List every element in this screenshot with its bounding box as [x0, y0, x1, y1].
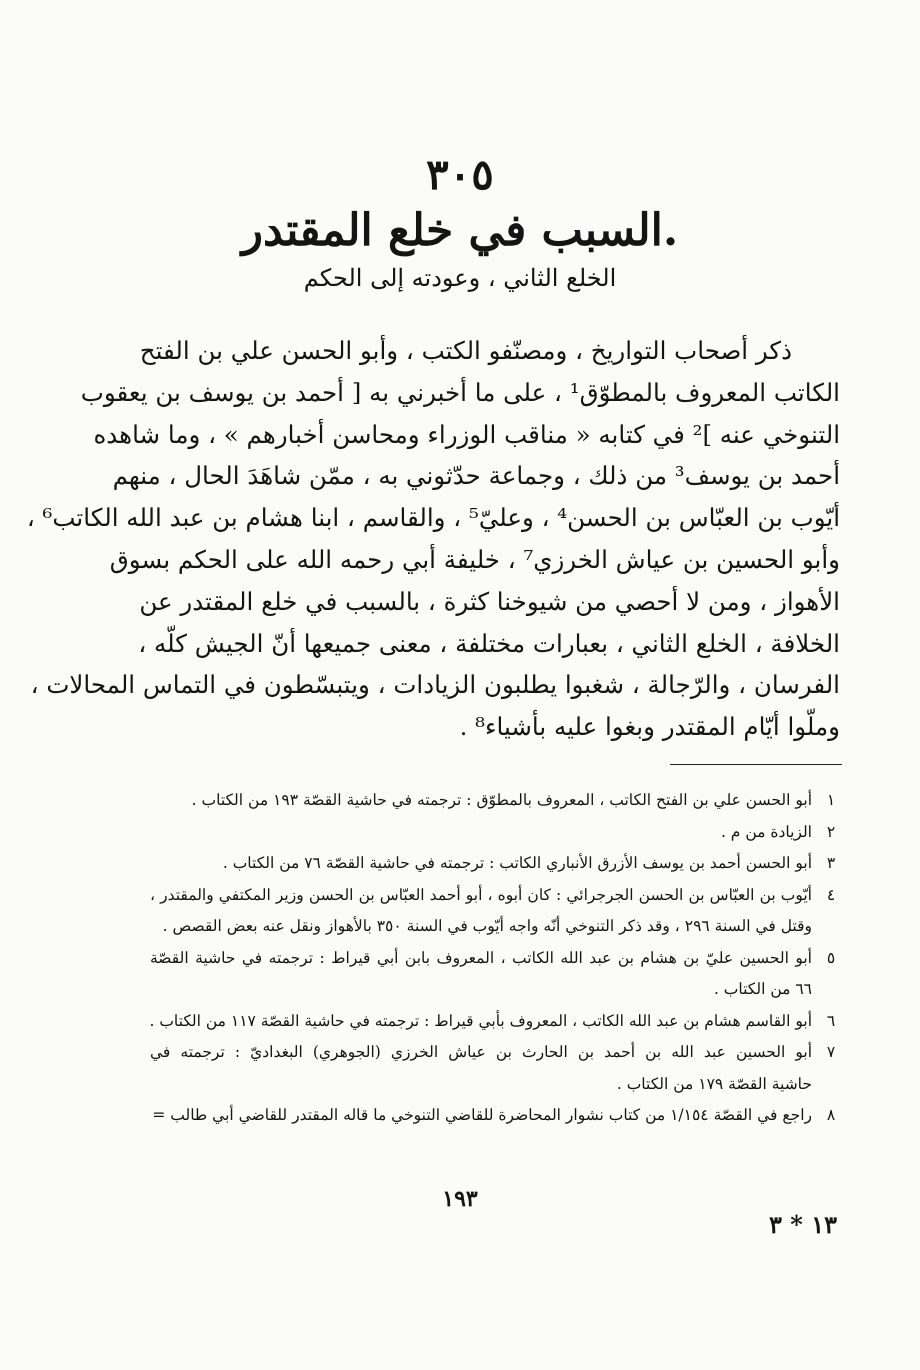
body-text	[26, 330, 840, 748]
body-line: التنوخي عنه ]² في كتابه « مناقب الوزراء ومحاسن أخبارهم » ، وما شاهده	[93, 419, 840, 449]
footnote	[150, 817, 850, 849]
footnote-separator	[670, 764, 842, 765]
footnote-text: ٦٦ من الكتاب .	[713, 980, 812, 998]
footnote-text: أبو الحسن علي بن الفتح الكاتب ، المعروف بالمطوّق : ترجمته في حاشية القصّة ١٩٣ من الكتاب .	[191, 791, 812, 809]
chapter-title: .السبب في خلع المقتدر	[241, 205, 679, 256]
body-line: الكاتب المعروف بالمطوّق¹ ، على ما أخبرني به [ أحمد بن يوسف بن يعقوب	[80, 377, 840, 407]
footnote-text: أبو الحسين عليّ بن هشام بن عبد الله الكاتب ، المعروف بابن أبي قيراط : ترجمته في حاشية القصّة	[150, 948, 812, 967]
footnote	[150, 848, 850, 880]
footnote	[150, 943, 850, 1006]
body-line: وأبو الحسين بن عياش الخرزي⁷ ، خليفة أبي رحمه الله على الحكم بسوق	[109, 544, 840, 574]
footnote-text: أبو الحسين عبد الله بن أحمد بن الحارث بن عياش الخرزي (الجوهري) البغداديّ : ترجمته في	[150, 1043, 812, 1061]
footnotes	[150, 785, 850, 1132]
footnote-number: ٧	[826, 1043, 836, 1061]
body-line: الأهواز ، ومن لا أحصي من شيوخنا كثرة ، بالسبب في خلع المقتدر عن	[139, 586, 840, 616]
footnote-text: أيّوب بن العبّاس بن الحسن الجرجرائي : كان أبوه ، أبو أحمد العبّاس بن الحسن وزير المكتفي والمقتدر ،	[150, 885, 812, 904]
footnote-number: ٥	[826, 948, 836, 967]
body-line: أحمد بن يوسف³ من ذلك ، وجماعة حدّثوني به ، ممّن شاهَدَ الحال ، منهم	[112, 461, 840, 491]
footnote-number: ٦	[826, 1011, 836, 1030]
body-line: وملّوا أيّام المقتدر وبغوا عليه بأشياء⁸ .	[459, 712, 840, 742]
page-number: ١٩٣	[442, 1186, 478, 1212]
footnote-number: ٢	[826, 822, 836, 841]
footnote	[150, 1037, 850, 1100]
footnote-text: الزيادة من م .	[720, 822, 812, 841]
footnote-number: ١	[826, 791, 836, 809]
footnote-text: وقتل في السنة ٢٩٦ ، وقد ذكر التنوخي أنّه واجه أيّوب في السنة ٣٥٠ بالأهواز ونقل عنه بعض القصص .	[162, 917, 812, 935]
footnote	[150, 1006, 850, 1038]
body-line: الفرسان ، والرّجالة ، شغبوا يطلبون الزيادات ، ويتبسّطون في التماس المحالات ،	[30, 670, 840, 700]
footnote-text: أبو الحسن أحمد بن يوسف الأزرق الأنباري الكاتب : ترجمته في حاشية القصّة ٧٦ من الكتاب .	[222, 854, 812, 872]
footnote	[150, 1100, 850, 1132]
footnote-text: حاشية القصّة ١٧٩ من الكتاب .	[616, 1074, 812, 1093]
footnote-number: ٤	[826, 885, 836, 904]
footnote-text: راجع في القصّة ١/١٥٤ من كتاب نشوار المحاضرة للقاضي التنوخي ما قاله المقتدر للقاضي أبي طالب =	[152, 1106, 812, 1124]
signature-mark: ١٣ * ٣	[769, 1210, 837, 1239]
chapter-subtitle: الخلع الثاني ، وعودته إلى الحكم	[303, 264, 617, 292]
body-line: أيّوب بن العبّاس بن الحسن⁴ ، وعليّ⁵ ، والقاسم ، ابنا هشام بن عبد الله الكاتب⁶ ،	[26, 503, 840, 533]
footnote	[150, 785, 850, 817]
footnote-number: ٨	[826, 1106, 836, 1124]
footnote-number: ٣	[826, 854, 836, 872]
body-line: ذكر أصحاب التواريخ ، ومصنّفو الكتب ، وأبو الحسن علي بن الفتح	[139, 336, 792, 365]
footnote	[150, 880, 850, 943]
body-line: الخلافة ، الخلع الثاني ، بعبارات مختلفة ، معنى جميعها أنّ الجيش كلّه ،	[138, 628, 840, 658]
story-number: ٣٠٥	[426, 150, 494, 199]
footnote-text: أبو القاسم هشام بن عبد الله الكاتب ، المعروف بأبي قيراط : ترجمته في حاشية القصّة ١١٧ من الكتاب .	[149, 1011, 812, 1030]
